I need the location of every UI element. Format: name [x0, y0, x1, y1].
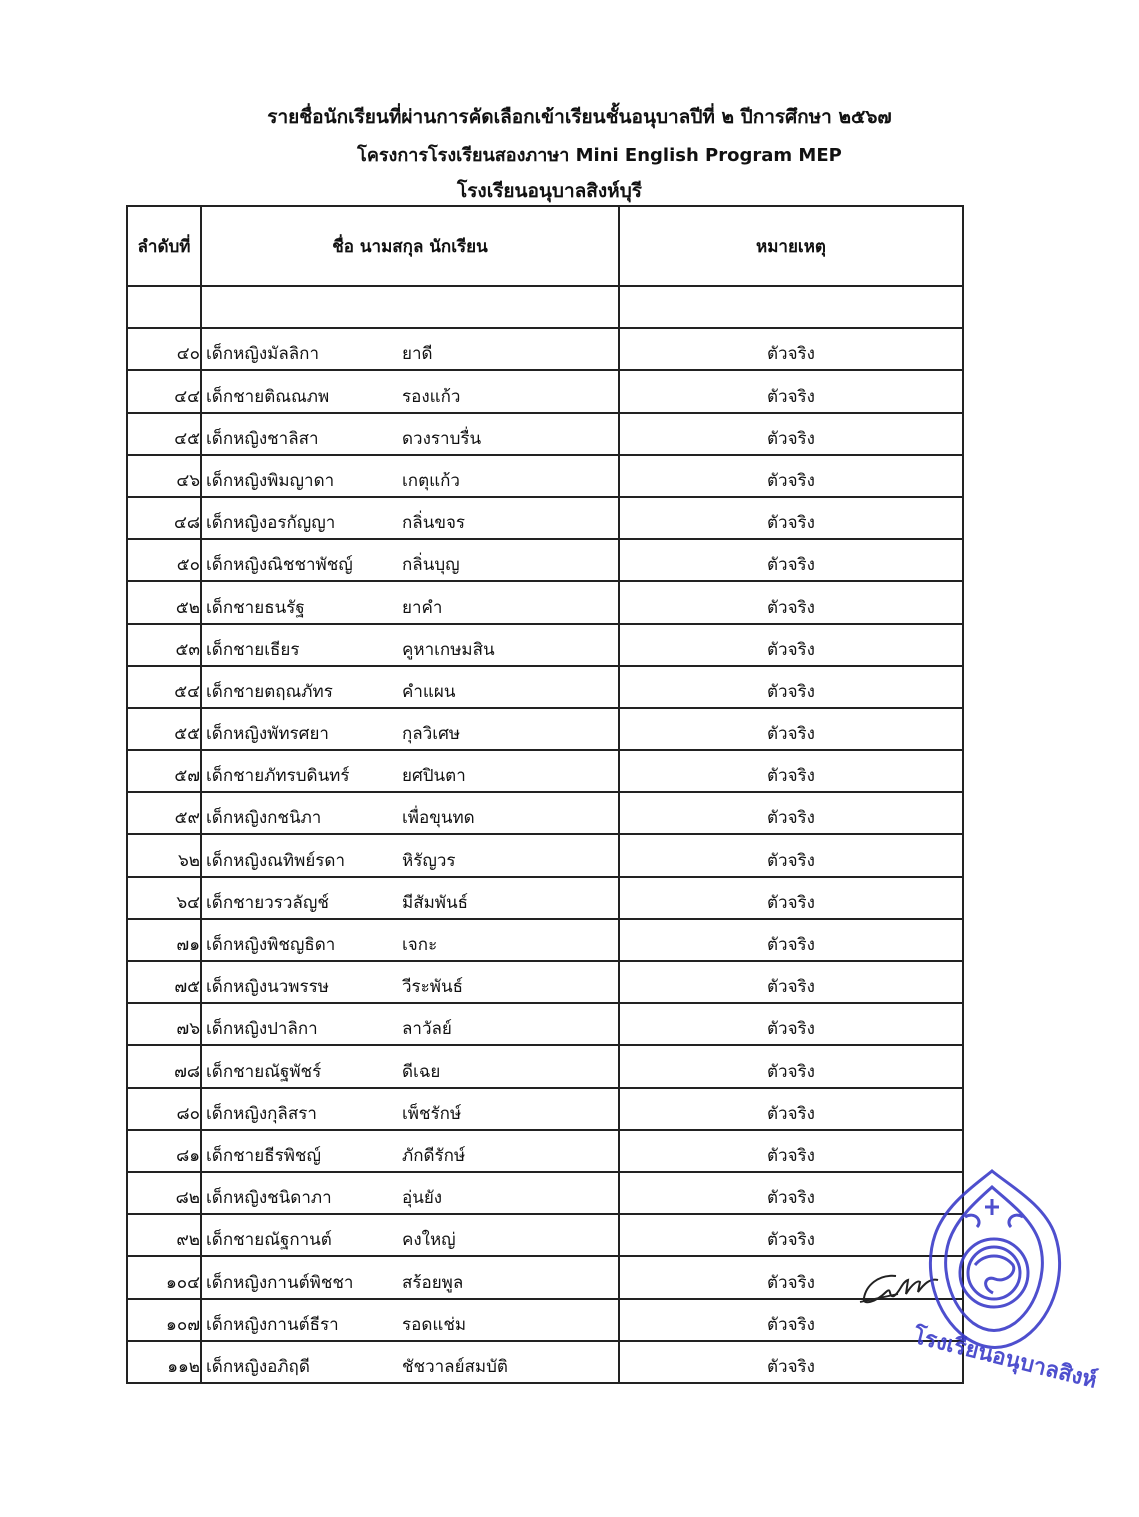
student-last-name: กุลวิเศษ	[402, 724, 461, 745]
student-first-name: เด็กชายภัทรบดินทร์	[206, 766, 350, 787]
row-number: ๔๕	[127, 413, 201, 455]
student-last-name: ยศปินตา	[402, 766, 466, 787]
student-last-name: กลิ่นบุญ	[402, 555, 460, 576]
row-note: ตัวจริง	[619, 624, 963, 666]
table-row	[127, 1214, 963, 1256]
table-row	[127, 413, 963, 455]
row-number: ๑๐๔	[127, 1256, 201, 1298]
student-first-name: เด็กหญิงอภิฤดี	[206, 1356, 310, 1377]
table-row	[127, 1341, 963, 1383]
table-row	[127, 1003, 963, 1045]
table-row	[127, 834, 963, 876]
row-note: ตัวจริง	[619, 1003, 963, 1045]
row-number: ๘๐	[127, 1088, 201, 1130]
student-first-name: เด็กหญิงณทิพย์รดา	[206, 850, 345, 871]
student-name	[201, 539, 619, 581]
header-spacer-row	[127, 286, 963, 328]
student-last-name: เพ็ชรักษ์	[402, 1103, 462, 1124]
column-header-note: หมายเหตุ	[619, 206, 963, 286]
student-last-name: ภักดีรักษ์	[402, 1145, 466, 1166]
row-number: ๕๕	[127, 708, 201, 750]
student-last-name: มีสัมพันธ์	[402, 892, 468, 913]
row-number: ๗๘	[127, 1045, 201, 1087]
table-row	[127, 370, 963, 412]
student-name	[201, 961, 619, 1003]
table-row	[127, 1299, 963, 1341]
row-number: ๔๔	[127, 370, 201, 412]
student-first-name: เด็กหญิงปาลิกา	[206, 1019, 318, 1040]
row-note: ตัวจริง	[619, 539, 963, 581]
student-name	[201, 328, 619, 370]
student-last-name: เจกะ	[402, 935, 438, 955]
student-name	[201, 1256, 619, 1298]
student-name	[201, 413, 619, 455]
student-last-name: ชัชวาลย์สมบัติ	[402, 1356, 508, 1377]
row-note: ตัวจริง	[619, 455, 963, 497]
row-note: ตัวจริง	[619, 413, 963, 455]
table-row	[127, 750, 963, 792]
table-row	[127, 1256, 963, 1298]
row-number: ๔๖	[127, 455, 201, 497]
row-number: ๔๘	[127, 497, 201, 539]
row-note: ตัวจริง	[619, 666, 963, 708]
student-first-name: เด็กหญิงกานต์พิชชา	[206, 1272, 354, 1293]
table-row	[127, 624, 963, 666]
row-number: ๘๒	[127, 1172, 201, 1214]
table-row	[127, 666, 963, 708]
row-number: ๖๔	[127, 877, 201, 919]
student-name	[201, 877, 619, 919]
row-note: ตัวจริง	[619, 1299, 963, 1341]
row-number: ๕๗	[127, 750, 201, 792]
row-note: ตัวจริง	[619, 750, 963, 792]
column-header-number: ลำดับที่	[127, 206, 201, 286]
student-last-name: วีระพันธ์	[402, 977, 464, 998]
row-note: ตัวจริง	[619, 1088, 963, 1130]
student-last-name: สร้อยพูล	[402, 1272, 464, 1293]
row-number: ๔๐	[127, 328, 201, 370]
student-name	[201, 708, 619, 750]
row-number: ๕๔	[127, 666, 201, 708]
table-row	[127, 708, 963, 750]
student-name	[201, 792, 619, 834]
row-number: ๗๑	[127, 919, 201, 961]
student-first-name: เด็กหญิงกานต์ธีรา	[206, 1314, 339, 1335]
student-name	[201, 624, 619, 666]
student-name	[201, 1341, 619, 1383]
row-number: ๑๐๗	[127, 1299, 201, 1341]
student-last-name: หิรัญวร	[402, 850, 456, 871]
student-first-name: เด็กหญิงกุลิสรา	[206, 1103, 317, 1124]
student-first-name: เด็กหญิงอรกัญญา	[206, 513, 336, 534]
program-name: โครงการโรงเรียนสองภาษา Mini English Program MEP	[357, 145, 842, 166]
student-last-name: คูหาเกษมสิน	[402, 639, 495, 660]
row-note: ตัวจริง	[619, 792, 963, 834]
student-first-name: เด็กหญิงชนิดาภา	[206, 1188, 332, 1209]
row-note: ตัวจริง	[619, 877, 963, 919]
table-row	[127, 919, 963, 961]
table-row	[127, 455, 963, 497]
student-table	[126, 205, 964, 1384]
student-name	[201, 1130, 619, 1172]
student-first-name: เด็กหญิงพัทรศยา	[206, 724, 329, 745]
document-title: รายชื่อนักเรียนที่ผ่านการคัดเลือกเข้าเรียนชั้นอนุบาลปีที่ ๒ ปีการศึกษา ๒๕๖๗	[267, 106, 892, 128]
row-note: ตัวจริง	[619, 1341, 963, 1383]
student-name	[201, 666, 619, 708]
table-row	[127, 581, 963, 623]
student-name	[201, 1172, 619, 1214]
row-number: ๕๓	[127, 624, 201, 666]
row-note: ตัวจริง	[619, 370, 963, 412]
student-first-name: เด็กหญิงพิชญธิดา	[206, 935, 336, 955]
student-first-name: เด็กชายวรวลัญช์	[206, 892, 329, 913]
student-last-name: รอดแช่ม	[402, 1314, 467, 1335]
row-number: ๙๒	[127, 1214, 201, 1256]
student-first-name: เด็กหญิงนวพรรษ	[206, 977, 329, 998]
column-header-name: ชื่อ นามสกุล นักเรียน	[201, 206, 619, 286]
student-name	[201, 370, 619, 412]
student-name	[201, 1003, 619, 1045]
table-row	[127, 1088, 963, 1130]
row-note: ตัวจริง	[619, 961, 963, 1003]
student-last-name: เพื่อขุนทด	[402, 808, 475, 829]
row-note: ตัวจริง	[619, 1130, 963, 1172]
row-note: ตัวจริง	[619, 328, 963, 370]
student-name	[201, 455, 619, 497]
student-last-name: ลาวัลย์	[402, 1019, 452, 1040]
row-number: ๕๙	[127, 792, 201, 834]
student-first-name: เด็กชายธนรัฐ	[206, 597, 305, 618]
row-note: ตัวจริง	[619, 497, 963, 539]
student-name	[201, 581, 619, 623]
student-first-name: เด็กชายติณณภพ	[206, 386, 330, 407]
student-name	[201, 1299, 619, 1341]
student-first-name: เด็กชายตฤณภัทร	[206, 681, 333, 702]
table-row	[127, 497, 963, 539]
seal-lettering: โรงเรียนอนุบาลสิงห์	[910, 1323, 1100, 1394]
row-number: ๑๑๒	[127, 1341, 201, 1383]
student-first-name: เด็กชายณัฐพัชร์	[206, 1061, 322, 1082]
row-note: ตัวจริง	[619, 1172, 963, 1214]
student-last-name: คำแผน	[402, 681, 456, 702]
student-name	[201, 1045, 619, 1087]
student-name	[201, 497, 619, 539]
student-last-name: ดีเฉย	[402, 1061, 441, 1082]
student-first-name: เด็กชายณัฐกานต์	[206, 1230, 332, 1251]
row-number: ๕๒	[127, 581, 201, 623]
student-first-name: เด็กหญิงชาลิสา	[206, 428, 319, 449]
row-number: ๗๖	[127, 1003, 201, 1045]
student-first-name: เด็กหญิงพิมญาดา	[206, 470, 335, 491]
table-row	[127, 877, 963, 919]
school-name: โรงเรียนอนุบาลสิงห์บุรี	[457, 180, 642, 202]
table-row	[127, 792, 963, 834]
student-last-name: ดวงราบรื่น	[402, 428, 482, 449]
student-first-name: เด็กชายเธียร	[206, 639, 300, 660]
row-note: ตัวจริง	[619, 1214, 963, 1256]
student-last-name: คงใหญ่	[402, 1230, 456, 1251]
row-note: ตัวจริง	[619, 708, 963, 750]
table-row	[127, 961, 963, 1003]
table-header-row	[127, 206, 963, 286]
row-note: ตัวจริง	[619, 919, 963, 961]
student-last-name: รองแก้ว	[402, 386, 461, 407]
student-name	[201, 750, 619, 792]
student-name	[201, 1214, 619, 1256]
student-first-name: เด็กหญิงมัลลิกา	[206, 344, 320, 365]
table-row	[127, 328, 963, 370]
table-row	[127, 1045, 963, 1087]
row-number: ๖๒	[127, 834, 201, 876]
row-number: ๘๑	[127, 1130, 201, 1172]
student-last-name: ยาคำ	[402, 597, 443, 618]
student-first-name: เด็กหญิงณิชชาพัชญ์	[206, 555, 353, 576]
student-last-name: ยาดี	[402, 344, 433, 365]
row-note: ตัวจริง	[619, 834, 963, 876]
table-row	[127, 539, 963, 581]
row-number: ๗๕	[127, 961, 201, 1003]
row-number: ๕๐	[127, 539, 201, 581]
table-row	[127, 1172, 963, 1214]
student-first-name: เด็กหญิงกชนิภา	[206, 808, 322, 829]
student-last-name: เกตุแก้ว	[402, 470, 460, 491]
student-name	[201, 1088, 619, 1130]
table-row	[127, 1130, 963, 1172]
student-name	[201, 919, 619, 961]
row-note: ตัวจริง	[619, 581, 963, 623]
student-last-name: กลิ่นขจร	[402, 513, 466, 534]
row-note: ตัวจริง	[619, 1256, 963, 1298]
student-name	[201, 834, 619, 876]
row-note: ตัวจริง	[619, 1045, 963, 1087]
student-last-name: อุ่นยัง	[402, 1188, 443, 1209]
student-first-name: เด็กชายธีรพิชญ์	[206, 1145, 321, 1166]
